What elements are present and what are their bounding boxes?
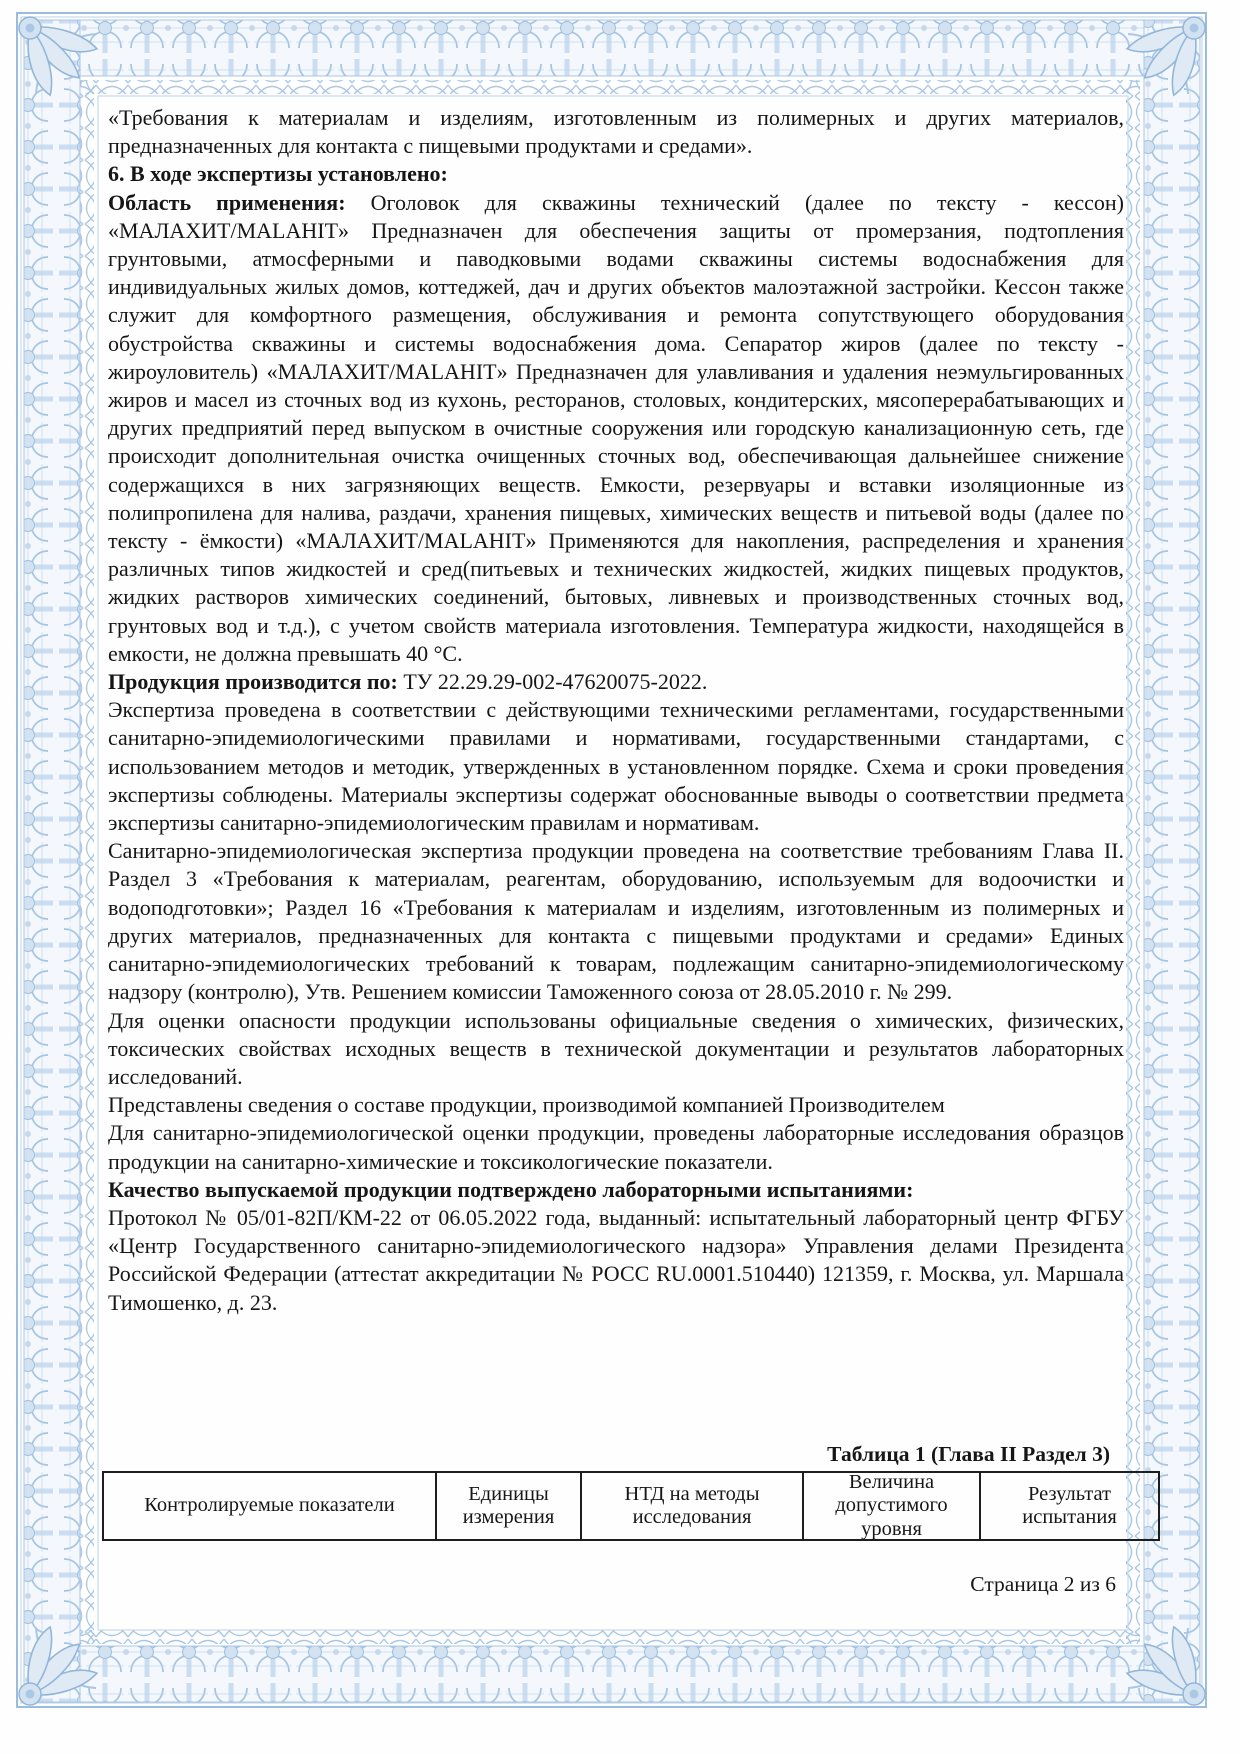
section-heading-expertise [108,160,1124,188]
paragraph-intro [108,104,1124,160]
paragraph-lead: Продукция производится по: [108,669,398,695]
table-header-units: Единицы измерения [435,1473,580,1539]
table-header-permissible-level: Величина допустимого уровня [802,1473,979,1539]
paragraph-composition [108,1091,1124,1119]
paragraph-lab-evaluation [108,1119,1124,1175]
paragraph-text: Для санитарно-эпидемиологической оценки продукции, проведены лабораторные исследования образцов продукции на санитарно-химические и токсикологические показатели. [108,1120,1124,1174]
document-body [108,104,1124,1317]
paragraph-hazard-assessment [108,1007,1124,1092]
indicators-table [102,1471,1160,1541]
quality-heading [108,1176,1124,1204]
paragraph-protocol [108,1204,1124,1317]
paragraph-text: Представлены сведения о составе продукции, производимой компанией Производителем [108,1092,945,1118]
paragraph-text: Протокол № 05/01-82П/КМ-22 от 06.05.2022 года, выданный: испытательный лабораторный центр ФГБУ «Центр Государственного санитарно-эпидемиологического надзора» Управления делами Президента Российской Федерации (аттестат аккредитации № РОСС RU.0001.510440) 121359, г. Москва, ул. Маршала Тимошенко, д. 23. [108,1204,1124,1315]
paragraph-tu-standard [108,668,1124,696]
paragraph-text: ТУ 22.29.29-002-47620075-2022. [397,669,708,695]
paragraph-text: Экспертиза проведена в соответствии с действующими техническими регламентами, государственными санитарно-эпидемиологическими правилами и нормативами, государственными стандартами, с использованием методов и методик, утвержденных в установленном порядке. Схема и сроки проведения экспертизы соблюдены. Материалы экспертизы содержат обоснованные выводы о соответствии предмета экспертизы санитарно-эпидемиологическим правилам и нормативам. [108,697,1124,836]
paragraph-text: Санитарно-эпидемиологическая экспертиза продукции проведена на соответствие требованиям Глава II. Раздел 3 «Требования к материалам, реагентам, оборудованию, используемым для водоочистки и водоподготовки»; Раздел 16 «Требования к материалам и изделиям, изготовленным из полимерных и других материалов, предназначенных для контакта с пищевыми продуктами и средами» Единых санитарно-эпидемиологических требований к товарам, подлежащим санитарно-эпидемиологическому надзору (контролю), Утв. Решением комиссии Таможенного союза от 28.05.2010 г. № 299. [108,838,1124,1005]
page-number-label: Страница 2 из 6 [970,1572,1116,1596]
paragraph-scope [108,189,1124,668]
quality-heading-label: Качество выпускаемой продукции подтверждено лабораторными испытаниями: [108,1176,914,1202]
table-header-test-result: Результат испытания [979,1473,1158,1539]
paragraph-expertise-conduct [108,696,1124,837]
paragraph-text: «Требования к материалам и изделиям, изготовленным из полимерных и других материалов, предназначенных для контакта с пищевыми продуктами и средами». [108,105,1124,159]
table-header-ntd-methods: НТД на методы исследования [580,1473,802,1539]
table-caption: Таблица 1 (Глава II Раздел 3) [827,1442,1110,1466]
paragraph-lead: Область применения: [108,189,346,215]
section-heading-label: 6. В ходе экспертизы установлено: [108,161,448,187]
paragraph-text: Оголовок для скважины технический (далее по тексту - кессон) «МАЛАХИТ/MALAHIT» Предназначен для обеспечения защиты от промерзания, подтопления грунтовыми, атмосферными и паводковыми водами скважины системы водоснабжения для индивидуальных жилых домов, коттеджей, дач и других объектов малоэтажной застройки. Кессон также служит для комфортного размещения, обслуживания и ремонта сопутствующего оборудования обустройства скважины и системы водоснабжения дома. Сепаратор жиров (далее по тексту - жироуловитель) «МАЛАХИТ/MALAHIT» Предназначен для улавливания и удаления неэмульгированных жиров и масел из сточных вод из кухонь, ресторанов, столовых, кондитерских, мясоперерабатывающих и других предприятий перед выпуском в очистные сооружения или городскую канализационную сеть, где происходит дополнительная очистка очищенных сточных вод, обеспечивающая дальнейшее снижение содержащихся в них загрязняющих веществ. Емкости, резервуары и вставки изоляционные из полипропилена для налива, раздачи, хранения пищевых, химических веществ и питьевой воды (далее по тексту - ёмкости) «МАЛАХИТ/MALAHIT» Применяются для накопления, распределения и хранения различных типов жидкостей и сред(питьевых и технических жидкостей, жидких пищевых продуктов, жидких растворов химических соединений, бытовых, ливневых и производственных сточных вод, грунтовых вод и т.д.), с учетом свойств материала изготовления. Температура жидкости, находящейся в емкости, не должна превышать 40 °С. [108,189,1124,666]
paragraph-text: Для оценки опасности продукции использованы официальные сведения о химических, физических, токсических свойствах исходных веществ в технической документации и результатов лабораторных исследований. [108,1007,1124,1089]
table-header-controlled-indicators: Контролируемые показатели [144,1494,395,1517]
paragraph-sanepid-requirements [108,837,1124,1006]
